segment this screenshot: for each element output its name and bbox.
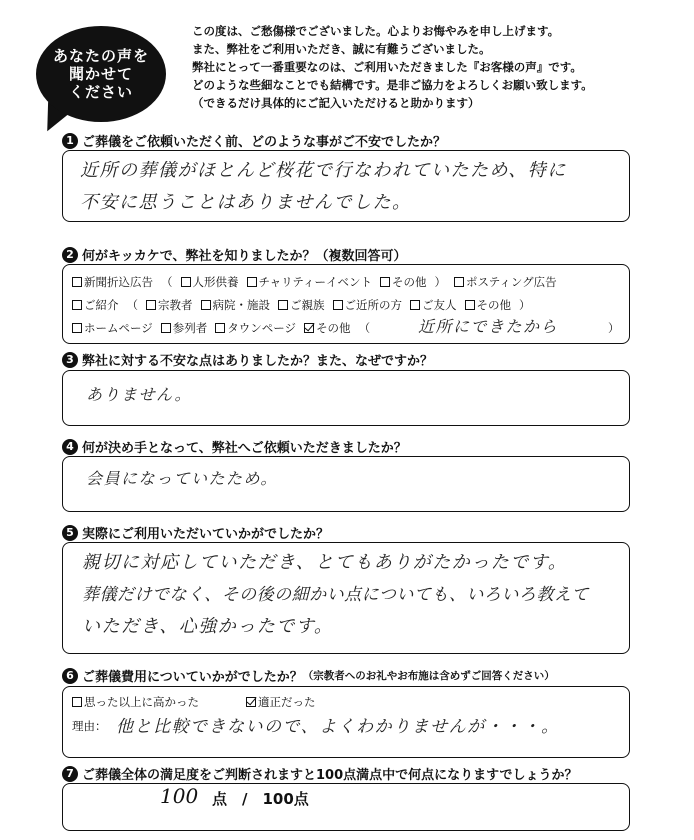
q5-question: 実際にご利用いただいていかがでしたか？ xyxy=(82,527,330,542)
q2-option[interactable] xyxy=(181,274,239,290)
paren: ） xyxy=(519,298,531,312)
q2-option-label: その他 xyxy=(476,298,511,312)
checkbox[interactable] xyxy=(247,277,257,287)
q5-answer-line: 葬儀だけでなく、その後の細かい点についても、いろいろ教えて xyxy=(82,585,589,605)
intro-text xyxy=(192,22,662,112)
q1-answer-line: 不安に思うことはありませんでした。 xyxy=(80,192,412,213)
checkbox[interactable] xyxy=(380,277,390,287)
intro-line: （できるだけ具体的にご記入いただけると助かります） xyxy=(192,96,480,110)
intro-line: この度は、ご愁傷様でございました。心よりお悔やみを申し上げます。 xyxy=(192,24,560,38)
q4-heading xyxy=(62,437,407,456)
q2-option[interactable] xyxy=(146,297,193,313)
q2-option-label: 病院・施設 xyxy=(212,298,270,312)
checkbox[interactable] xyxy=(278,300,288,310)
q2-option-label: ご親族 xyxy=(290,298,325,312)
q6-note: （宗教者へのお礼やお布施は含めずご回答ください） xyxy=(302,670,555,682)
q2-option-label: 人形供養 xyxy=(192,275,239,289)
q7-question: ご葬儀全体の満足度をご判断されますと100点満点中で何点になりますでしょうか？ xyxy=(82,768,578,783)
bubble-body xyxy=(36,26,166,122)
q4-answer-line: 会員になっていたため。 xyxy=(86,469,278,488)
checkbox[interactable] xyxy=(410,300,420,310)
q2-option[interactable] xyxy=(304,320,351,336)
q2-close-paren: ） xyxy=(608,321,620,335)
checkbox[interactable] xyxy=(181,277,191,287)
q6-option-appropriate[interactable] xyxy=(246,694,316,710)
q7-answer-box[interactable] xyxy=(62,783,630,831)
q7-score: 100 xyxy=(160,784,199,808)
q6-option-label: 思った以上に高かった xyxy=(84,695,199,709)
q2-option-label: 参列者 xyxy=(172,321,208,335)
q2-option-label: その他 xyxy=(316,321,351,335)
checkbox[interactable] xyxy=(72,323,82,333)
q2-option[interactable] xyxy=(454,274,557,290)
q4-number: 4 xyxy=(62,439,78,455)
q6-heading xyxy=(62,666,555,685)
q2-option-label: 宗教者 xyxy=(158,298,193,312)
intro-line: また、弊社をご利用いただき、誠に有難うございました。 xyxy=(192,42,491,56)
q2-heading xyxy=(62,245,406,264)
q1-answer-line: 近所の葬儀がほとんど桜花で行なわれていたため、特に xyxy=(80,160,567,181)
q5-number: 5 xyxy=(62,525,78,541)
intro-line: どのような些細なことでも結構です。是非ご協力をよろしくお願い致します。 xyxy=(192,78,593,92)
q2-option-label: タウンページ xyxy=(227,321,297,335)
q2-option-label: 新聞折込広告 xyxy=(84,275,153,289)
q1-question: ご葬儀をご依頼いただく前、どのような事がご不安でしたか？ xyxy=(82,135,447,150)
q6-question: ご葬儀費用についていかがでしたか？ xyxy=(82,670,303,685)
q1-heading xyxy=(62,131,446,150)
q2-options-row xyxy=(72,274,557,290)
q6-option-expensive[interactable] xyxy=(72,694,199,710)
checkbox[interactable] xyxy=(201,300,211,310)
q6-reason-label: 理由： xyxy=(72,719,107,733)
checkbox[interactable] xyxy=(72,300,82,310)
paren: （ xyxy=(161,275,173,289)
q3-answer-line: ありません。 xyxy=(86,385,192,404)
checkbox[interactable] xyxy=(465,300,475,310)
q2-option[interactable] xyxy=(278,297,325,313)
voice-bubble xyxy=(36,26,176,136)
checkbox[interactable] xyxy=(215,323,225,333)
q6-option-label: 適正だった xyxy=(258,695,316,709)
q2-option[interactable] xyxy=(72,297,119,313)
q2-options-row xyxy=(72,297,531,313)
checkbox[interactable] xyxy=(146,300,156,310)
q2-option-label: チャリティーイベント xyxy=(258,275,373,289)
paren: （ xyxy=(358,321,371,335)
q2-option[interactable] xyxy=(247,274,373,290)
q2-option-label: ご近所の方 xyxy=(344,298,402,312)
q6-number: 6 xyxy=(62,668,78,684)
q2-option-label: ホームページ xyxy=(84,321,153,335)
q2-option[interactable] xyxy=(72,274,153,290)
q7-number: 7 xyxy=(62,766,78,782)
q2-other-answer: 近所にできたから xyxy=(418,317,559,336)
checkbox[interactable] xyxy=(72,277,82,287)
q2-option[interactable] xyxy=(410,297,457,313)
intro-line: 弊社にとって一番重要なのは、ご利用いただきました『お客様の声』です。 xyxy=(192,60,582,74)
q2-option[interactable] xyxy=(380,274,427,290)
paren: ） xyxy=(434,275,447,289)
q3-question: 弊社に対する不安な点はありましたか？また、なぜですか？ xyxy=(82,354,434,369)
q2-option[interactable] xyxy=(333,297,403,313)
q2-option[interactable] xyxy=(161,320,208,336)
q2-option-label: ポスティング広告 xyxy=(466,275,557,289)
q1-number: 1 xyxy=(62,133,78,149)
q5-answer-line: いただき、心強かったです。 xyxy=(82,616,334,637)
q3-number: 3 xyxy=(62,352,78,368)
q2-question: 何がキッカケで、弊社を知りましたか？（複数回答可） xyxy=(82,249,407,264)
q7-heading xyxy=(62,764,578,783)
q2-option-label: ご紹介 xyxy=(84,298,119,312)
q7-score-suffix: 点 / 100点 xyxy=(212,790,309,808)
checkbox[interactable] xyxy=(333,300,343,310)
checkbox[interactable] xyxy=(454,277,464,287)
q6-reason-answer: 他と比較できないので、よくわかりませんが・・・。 xyxy=(116,717,560,737)
q2-option[interactable] xyxy=(72,320,153,336)
q2-option[interactable] xyxy=(215,320,296,336)
q5-heading xyxy=(62,523,329,542)
q4-question: 何が決め手となって、弊社へご依頼いただきましたか？ xyxy=(82,441,407,456)
q2-option[interactable] xyxy=(465,297,512,313)
q2-option-label: ご友人 xyxy=(422,298,457,312)
checkbox-checked[interactable] xyxy=(304,323,314,333)
paren: （ xyxy=(126,298,138,312)
checkbox[interactable] xyxy=(72,697,82,707)
q2-option-label: その他 xyxy=(392,275,427,289)
q2-number: 2 xyxy=(62,247,78,263)
q2-options-row xyxy=(72,320,370,336)
checkbox[interactable] xyxy=(161,323,171,333)
q2-option[interactable] xyxy=(201,297,271,313)
checkbox-checked[interactable] xyxy=(246,697,256,707)
bubble-text: あなたの声を 聞かせて ください xyxy=(52,47,149,101)
q5-answer-line: 親切に対応していただき、とてもありがたかったです。 xyxy=(82,552,568,573)
q3-heading xyxy=(62,350,433,369)
